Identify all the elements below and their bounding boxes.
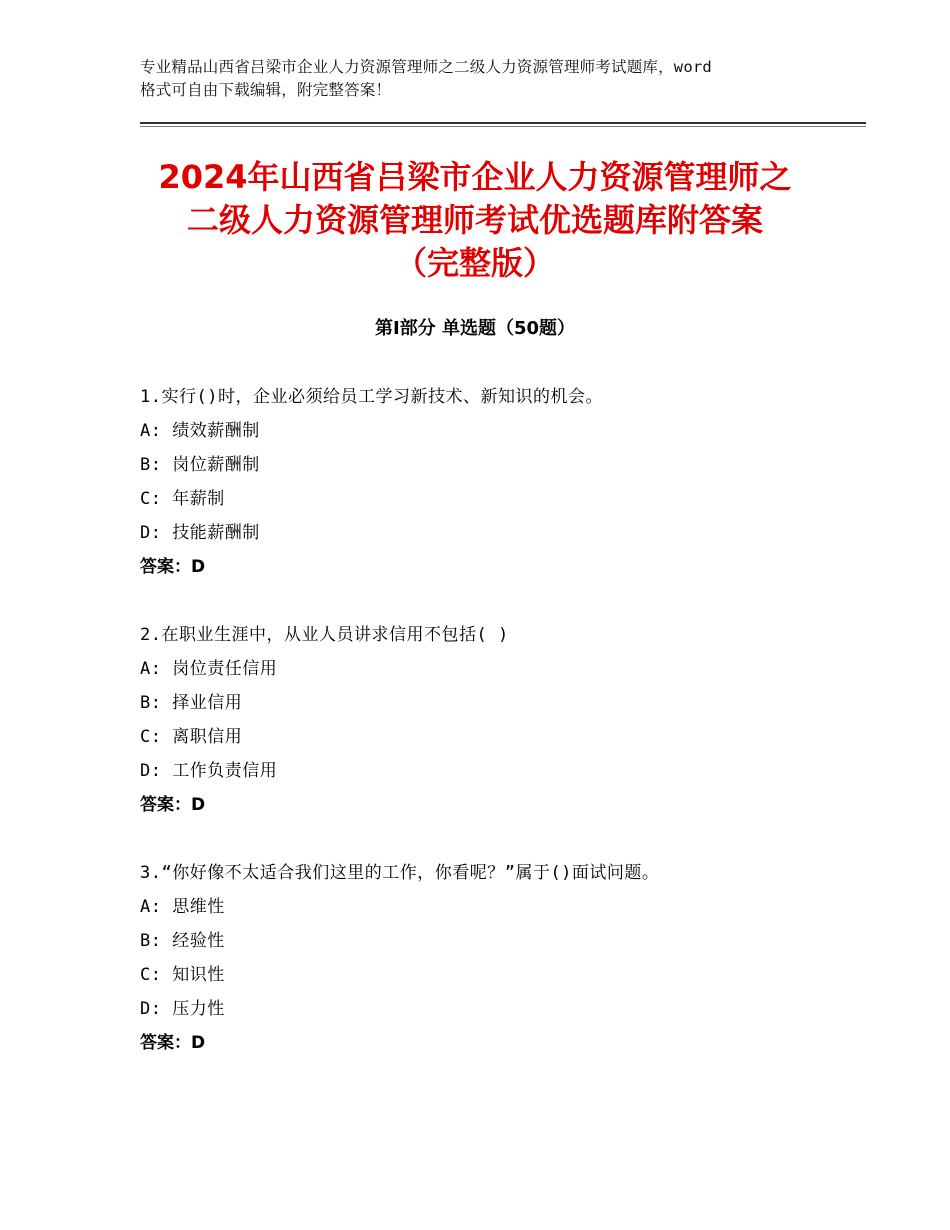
option-a: A: 思维性 (140, 897, 225, 917)
answer: 答案：D (140, 1033, 206, 1053)
option-c: C: 离职信用 (140, 727, 243, 747)
question-2 (140, 618, 860, 822)
question-3 (140, 856, 860, 1060)
document-title (100, 156, 850, 285)
question-list (140, 380, 860, 1094)
title-line-3: （完整版） (394, 244, 555, 282)
question-stem: 2.在职业生涯中，从业人员讲求信用不包括( ) (140, 625, 509, 645)
option-a: A: 岗位责任信用 (140, 659, 278, 679)
option-a: A: 绩效薪酬制 (140, 421, 260, 441)
option-d: D: 工作负责信用 (140, 761, 278, 781)
option-c: C: 年薪制 (140, 489, 225, 509)
header-note-line-2: 格式可自由下载编辑，附完整答案！ (140, 81, 392, 99)
option-b: B: 岗位薪酬制 (140, 455, 260, 475)
header-note (140, 56, 840, 102)
title-line-1: 2024年山西省吕梁市企业人力资源管理师之 (158, 158, 792, 196)
option-d: D: 技能薪酬制 (140, 523, 260, 543)
section-title: 第I部分 单选题（50题） (374, 318, 575, 339)
header-note-line-1: 专业精品山西省吕梁市企业人力资源管理师之二级人力资源管理师考试题库，word (140, 58, 712, 76)
option-d: D: 压力性 (140, 999, 225, 1019)
option-c: C: 知识性 (140, 965, 225, 985)
answer: 答案：D (140, 557, 206, 577)
title-line-2: 二级人力资源管理师考试优选题库附答案 (186, 201, 763, 239)
answer: 答案：D (140, 795, 206, 815)
option-b: B: 择业信用 (140, 693, 243, 713)
question-1 (140, 380, 860, 584)
header-divider-thick (140, 122, 866, 124)
question-stem: 1.实行()时，企业必须给员工学习新技术、新知识的机会。 (140, 387, 603, 407)
header-divider-thin (140, 126, 866, 127)
option-b: B: 经验性 (140, 931, 225, 951)
question-stem: 3.“你好像不太适合我们这里的工作，你看呢？”属于()面试问题。 (140, 863, 660, 883)
